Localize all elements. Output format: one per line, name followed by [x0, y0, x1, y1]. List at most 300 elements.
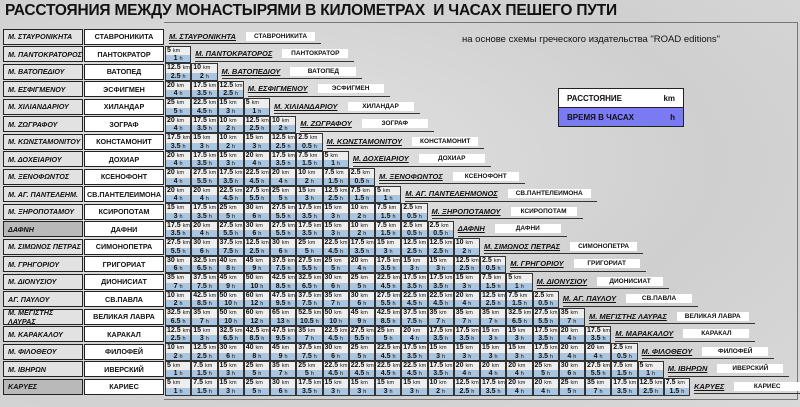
km-unit: km [308, 362, 316, 369]
hours-value: 5 [304, 370, 309, 377]
km-value: 5 [508, 274, 513, 281]
distance-km [507, 274, 531, 283]
distance-cell [428, 273, 454, 291]
hours-value: 4 [541, 387, 546, 395]
hours-unit: h [363, 266, 367, 272]
distance-km [402, 257, 426, 266]
km-unit: km [570, 345, 578, 351]
km-unit: km [255, 362, 263, 369]
distance-cell [533, 291, 559, 309]
walking-time [219, 248, 243, 255]
walking-time [481, 318, 505, 325]
walking-time [534, 353, 558, 360]
distance-cell [375, 256, 401, 274]
row-label-greek: Μ. ΕΣΦΙΓΜΕΝΟΥ [3, 81, 83, 97]
distance-km [245, 134, 269, 143]
km-value: 22.5 [245, 169, 260, 176]
hours-unit: h [339, 371, 343, 377]
walking-time [219, 370, 243, 377]
km-value: 27.5 [245, 186, 260, 194]
distance-cell [349, 203, 375, 221]
row-label-greek: Μ. ΙΒΗΡΩΝ [3, 361, 83, 377]
distance-cell [428, 361, 454, 379]
distance-km [297, 274, 321, 283]
km-value: 32.5 [219, 326, 234, 334]
distance-km [402, 362, 426, 371]
km-unit: km [360, 257, 368, 264]
hours-value: 3 [226, 387, 231, 395]
walking-time [350, 318, 374, 325]
km-value: 20 [167, 169, 175, 176]
km-value: 15 [455, 274, 464, 281]
km-unit: km [360, 310, 368, 316]
km-unit: km [388, 222, 397, 229]
walking-time [324, 335, 348, 342]
hours-unit: h [363, 301, 367, 307]
km-value: 15 [219, 379, 228, 386]
km-unit: km [176, 345, 185, 351]
distance-km [297, 292, 321, 301]
walking-time [639, 370, 663, 377]
hours-value: 3 [199, 142, 204, 150]
hours-value: 2.5 [485, 300, 496, 307]
hours-unit: h [363, 213, 367, 220]
row-label-greek: Μ. ΦΙΛΟΘΕΟΥ [3, 344, 83, 360]
distance-cell [401, 291, 427, 309]
hours-unit: h [205, 73, 209, 80]
hours-unit: h [523, 318, 527, 325]
km-value: 30 [219, 344, 228, 351]
km-unit: km [182, 310, 190, 316]
distance-cell [323, 326, 349, 344]
distance-cell [270, 221, 296, 239]
km-value: 20 [350, 256, 359, 264]
hours-value: 3 [436, 265, 441, 272]
row-label-greek: Μ. ΒΑΤΟΠΕΔΙΟΥ [3, 64, 83, 80]
hours-value: 3.5 [197, 160, 207, 167]
hours-value: 3 [488, 352, 493, 360]
distance-km [166, 274, 190, 283]
distance-cell [349, 186, 375, 204]
hours-value: 7 [462, 317, 467, 325]
walking-time [402, 335, 426, 342]
hours-unit: h [366, 196, 370, 202]
hours-unit: h [444, 371, 448, 377]
km-value: 37.5 [219, 239, 234, 246]
hours-unit: h [599, 388, 603, 395]
row-label-russian: ДОХИАР [84, 151, 164, 167]
distance-cell [270, 361, 296, 379]
row-label-greek: Μ. ΖΩΓΡΑΦΟΥ [3, 116, 83, 132]
hours-unit: h [232, 213, 236, 220]
walking-time [192, 300, 216, 307]
hours-unit: h [339, 196, 343, 202]
distance-cell [244, 98, 270, 116]
distance-km [402, 327, 426, 336]
distance-cell [428, 238, 454, 256]
distance-cell [323, 343, 349, 361]
km-unit: km [414, 205, 423, 211]
diagonal-label [537, 274, 670, 289]
km-value: 15 [324, 204, 333, 211]
distance-cell [191, 116, 217, 134]
km-value: 15 [324, 379, 333, 386]
distance-km [481, 274, 505, 283]
km-unit: km [624, 345, 633, 351]
distance-cell [165, 291, 191, 309]
km-value: 20 [455, 361, 464, 369]
km-unit: km [628, 380, 637, 386]
hours-unit: h [313, 143, 317, 150]
km-unit: km [235, 240, 243, 246]
hours-value: 3.5 [302, 230, 312, 237]
diagonal-label [668, 362, 790, 377]
km-value: 7.5 [377, 204, 387, 211]
walking-time [455, 335, 479, 342]
walking-time [324, 213, 348, 220]
row-label-greek: Μ. ΔΟΧΕΙΑΡΙΟΥ [3, 151, 83, 167]
km-unit: km [176, 100, 185, 106]
row-label-greek: ΚΑΡΥΕΣ [3, 379, 83, 395]
hours-value: 7 [199, 317, 204, 325]
km-value: 12.5 [429, 239, 444, 246]
distance-cell [218, 186, 244, 204]
diagonal-label-greek: Μ. ΔΟΧΕΙΑΡΙΟΥ [352, 154, 409, 163]
distance-cell [165, 151, 191, 169]
hours-value: 2.5 [459, 265, 470, 272]
km-value: 20 [167, 151, 175, 159]
km-value: 15 [219, 361, 228, 369]
walking-time [402, 283, 426, 290]
hours-unit: h [313, 301, 317, 307]
distance-cell [401, 343, 427, 361]
distance-cell [165, 81, 191, 99]
km-value: 30 [193, 239, 202, 246]
walking-time [245, 370, 269, 377]
hours-value: 4.5 [433, 300, 443, 307]
hours-unit: h [205, 248, 209, 255]
hours-unit: h [179, 91, 183, 97]
km-value: 5 [167, 379, 171, 386]
walking-time [455, 388, 479, 395]
distance-cell [296, 308, 322, 326]
hours-value: 3 [173, 212, 178, 220]
hours-unit: h [337, 231, 341, 237]
walking-time [297, 213, 321, 220]
hours-unit: h [232, 388, 236, 395]
km-unit: km [439, 310, 447, 316]
km-value: 22.5 [193, 99, 207, 106]
km-unit: km [518, 327, 526, 334]
km-value: 15 [482, 326, 490, 334]
hours-unit: h [363, 388, 367, 395]
hours-value: 2 [226, 125, 231, 132]
distance-cell [506, 378, 532, 396]
distance-km [245, 204, 269, 213]
km-unit: km [313, 257, 322, 264]
km-unit: km [229, 117, 237, 124]
distance-cell [165, 256, 191, 274]
walking-time [271, 125, 295, 132]
distance-km [507, 344, 531, 353]
row-label-greek: Μ. ΣΙΜΩΝΟΣ ΠΕΤΡΑΣ [3, 239, 83, 255]
legend-time [559, 108, 683, 126]
distance-km [586, 379, 610, 388]
hours-unit: h [494, 336, 498, 342]
walking-time [429, 353, 453, 360]
distance-km [271, 309, 295, 318]
distance-cell [375, 273, 401, 291]
distance-km [586, 362, 610, 371]
distance-km [166, 362, 190, 371]
row-label-russian: КАРАКАЛ [84, 326, 164, 342]
km-value: 30 [324, 274, 333, 281]
hours-unit: h [392, 318, 396, 325]
distance-km [350, 292, 374, 301]
diagonal-label-russian: КАРИЕС [734, 382, 800, 391]
hours-unit: h [310, 248, 314, 255]
km-value: 17.5 [350, 239, 365, 246]
distance-km [402, 292, 426, 301]
km-value: 2.5 [429, 221, 440, 229]
hours-value: 5.5 [590, 370, 601, 377]
distance-km [455, 344, 479, 353]
km-value: 15 [508, 326, 517, 334]
km-value: 17.5 [219, 169, 234, 176]
km-unit: km [518, 380, 526, 386]
km-unit: km [182, 135, 190, 141]
hours-value: 5 [278, 195, 283, 202]
km-unit: km [182, 327, 190, 334]
distance-km [350, 222, 374, 231]
diagonal-label [458, 222, 567, 237]
km-unit: km [392, 345, 400, 351]
hours-value: 8.5 [380, 317, 391, 325]
hours-value: 3.5 [459, 335, 470, 342]
hours-unit: h [520, 283, 524, 290]
distance-km [534, 292, 558, 301]
walking-time [219, 283, 243, 290]
hours-unit: h [573, 318, 577, 325]
hours-unit: h [338, 318, 343, 325]
distance-km [166, 82, 190, 91]
row-label-greek: Μ. ΞΗΡΟΠΟΤΑΜΟΥ [3, 204, 83, 220]
km-unit: km [445, 240, 453, 246]
distance-km [192, 239, 216, 248]
hours-value: 2 [436, 387, 441, 395]
legend-time-label: ВРЕМЯ В ЧАСАХ [567, 112, 634, 122]
distance-km [429, 362, 453, 371]
hours-value: 2 [462, 247, 467, 255]
distance-km [192, 327, 216, 336]
diagonal-label [274, 99, 420, 114]
distance-km [560, 379, 584, 388]
hours-unit: h [523, 301, 527, 307]
walking-time [297, 265, 321, 272]
walking-time [560, 335, 584, 342]
km-value: 32.5 [508, 309, 522, 316]
hours-value: 7 [278, 370, 283, 377]
distance-km [507, 327, 531, 336]
hours-value: 5 [357, 352, 362, 360]
hours-unit: h [287, 231, 291, 237]
km-unit: km [570, 362, 578, 369]
row-label-russian: ВАТОПЕД [84, 64, 164, 80]
diagonal-label-russian: КСЕНОФОНТ [453, 172, 519, 181]
km-unit: km [465, 275, 473, 281]
distance-km [455, 292, 479, 301]
hours-unit: h [261, 196, 265, 202]
distance-cell [401, 273, 427, 291]
km-value: 7.5 [482, 274, 492, 281]
hours-unit: h [232, 126, 236, 132]
distance-km [245, 379, 269, 388]
hours-value: 5 [357, 282, 362, 290]
distance-cell [480, 256, 506, 274]
hours-unit: h [573, 388, 577, 395]
km-value: 12.5 [482, 291, 496, 299]
distance-cell [270, 326, 296, 344]
walking-time [271, 388, 295, 395]
hours-value: 1.5 [669, 387, 680, 395]
km-value: 7.5 [665, 379, 676, 386]
walking-time [402, 248, 426, 255]
walking-time [507, 335, 531, 342]
diagonal-label [589, 309, 755, 324]
distance-cell [401, 203, 427, 221]
legend-time-unit: h [670, 112, 675, 122]
distance-cell [401, 256, 427, 274]
walking-time [219, 230, 243, 237]
hours-value: 1.5 [617, 370, 627, 377]
hours-value: 3 [462, 352, 467, 360]
hours-value: 4 [462, 370, 467, 377]
walking-time [324, 178, 348, 185]
distance-cell [270, 133, 296, 151]
distance-cell [270, 186, 296, 204]
km-unit: km [182, 65, 190, 71]
distance-cell [349, 221, 375, 239]
diagonal-label-russian: ВЕЛИКАЯ ЛАВРА [677, 312, 749, 321]
hours-unit: h [418, 318, 422, 325]
distance-cell [454, 308, 480, 326]
distance-cell [401, 238, 427, 256]
hours-unit: h [258, 353, 262, 360]
km-value: 45 [219, 274, 228, 281]
hours-value: 9 [357, 317, 362, 325]
hours-unit: h [261, 178, 265, 185]
distance-cell [323, 168, 349, 186]
distance-cell [480, 326, 506, 344]
hours-value: 1 [173, 387, 178, 395]
hours-value: 5.5 [380, 300, 391, 307]
km-unit: km [418, 310, 427, 316]
distance-km [271, 327, 295, 336]
km-unit: km [491, 345, 500, 351]
row-label-russian: ДИОНИСИАТ [84, 274, 164, 290]
km-unit: km [255, 222, 263, 229]
walking-time [665, 388, 689, 395]
distance-cell [296, 186, 322, 204]
hours-unit: h [208, 108, 212, 115]
km-unit: km [281, 310, 290, 316]
km-unit: km [203, 65, 211, 71]
walking-time [324, 248, 348, 255]
km-unit: km [360, 205, 368, 211]
km-value: 37.5 [272, 256, 286, 264]
hours-value: 0.5 [302, 142, 312, 150]
diagonal-label [222, 64, 363, 79]
row-label-russian: ИВЕРСКИЙ [84, 361, 164, 377]
hours-unit: h [337, 213, 341, 220]
distance-cell [611, 361, 637, 379]
distance-cell [244, 168, 270, 186]
km-value: 7.5 [377, 221, 387, 229]
km-unit: km [418, 292, 427, 299]
distance-cell [401, 378, 427, 396]
distance-cell [480, 378, 506, 396]
km-unit: km [287, 275, 295, 281]
km-unit: km [334, 380, 342, 386]
distance-km [297, 187, 321, 196]
km-unit: km [208, 82, 217, 89]
hours-value: 0.5 [407, 212, 417, 220]
diagonal-label-greek: ΚΑΡΥΕΣ [694, 381, 725, 391]
km-value: 37.5 [403, 309, 417, 316]
km-unit: km [544, 362, 552, 369]
hours-unit: h [258, 108, 262, 115]
km-unit: km [445, 362, 453, 369]
distance-cell [506, 308, 532, 326]
walking-time [586, 388, 610, 395]
hours-unit: h [233, 301, 238, 307]
distance-km [350, 379, 374, 388]
hours-value: 10 [224, 317, 233, 325]
walking-time [219, 353, 243, 360]
km-value: 17.5 [298, 221, 312, 229]
km-value: 5 [245, 99, 250, 106]
hours-unit: h [339, 248, 343, 255]
walking-time [350, 178, 374, 185]
distance-cell [375, 343, 401, 361]
km-value: 15 [350, 379, 359, 386]
hours-unit: h [337, 283, 341, 290]
km-unit: km [465, 292, 473, 299]
distance-cell [585, 326, 611, 344]
hours-unit: h [337, 161, 341, 167]
distance-cell [218, 133, 244, 151]
km-value: 47.5 [272, 291, 286, 299]
km-unit: km [413, 327, 421, 334]
distance-cell [218, 238, 244, 256]
walking-time [350, 335, 374, 342]
km-value: 22.5 [324, 239, 339, 246]
hours-value: 4.5 [197, 107, 207, 115]
km-unit: km [340, 327, 348, 334]
km-value: 17.5 [403, 274, 417, 281]
hours-value: 8 [252, 352, 257, 360]
km-value: 60 [245, 309, 254, 316]
hours-unit: h [179, 371, 183, 377]
km-unit: km [330, 152, 338, 159]
distance-km [534, 327, 558, 336]
km-unit: km [287, 257, 295, 264]
hours-unit: h [549, 318, 553, 325]
km-unit: km [392, 310, 400, 316]
hours-value: 6 [357, 300, 362, 307]
distance-cell [506, 273, 532, 291]
km-unit: km [418, 345, 427, 351]
